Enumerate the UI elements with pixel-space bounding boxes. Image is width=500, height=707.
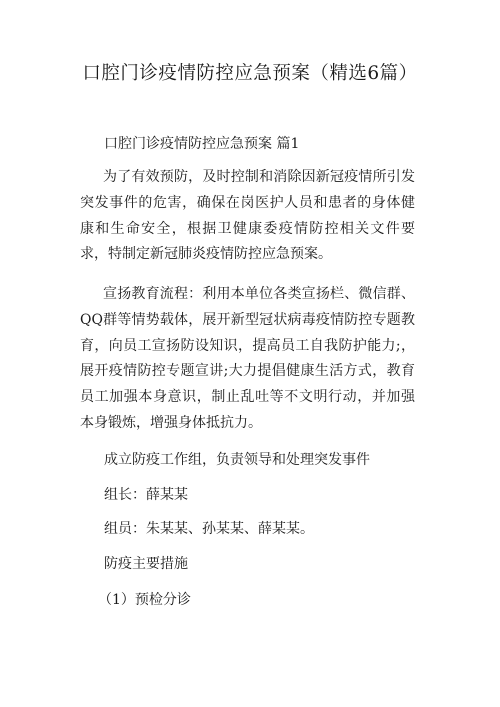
- paragraph-intro: 为了有效预防，及时控制和消除因新冠疫情所引发突发事件的危害，确保在岗医护人员和患者的身体健康和生命安全，根据卫健康委疫情防控相关文件要求，特制定新冠肺炎疫情防控应急预案。: [80, 169, 415, 263]
- line-pre-screening: （1）预检分诊: [98, 592, 191, 608]
- line-group-leader: 组长：薛某某: [104, 487, 188, 503]
- document-title: 口腔门诊疫情防控应急预案（精选6篇）: [82, 63, 418, 84]
- section-heading: 口腔门诊疫情防控应急预案 篇1: [104, 136, 300, 152]
- line-group-members: 组员：朱某某、孙某某、薛某某。: [104, 521, 314, 537]
- line-main-measures: 防疫主要措施: [104, 556, 188, 572]
- paragraph-education: 宣扬教育流程：利用本单位各类宣扬栏、微信群、QQ群等情势载体，展开新型冠状病毒疫情防控专题教育，向员工宣扬防设知识，提高员工自我防护能力;，展开疫情防控专题宣讲;大力提倡健康生活方式，教育员工加强本身意识，制止乱吐等不文明行动，并加强本身锻炼，增强身体抵抗力。: [80, 286, 415, 431]
- line-working-group: 成立防疫工作组，负责领导和处理突发事件: [104, 452, 370, 468]
